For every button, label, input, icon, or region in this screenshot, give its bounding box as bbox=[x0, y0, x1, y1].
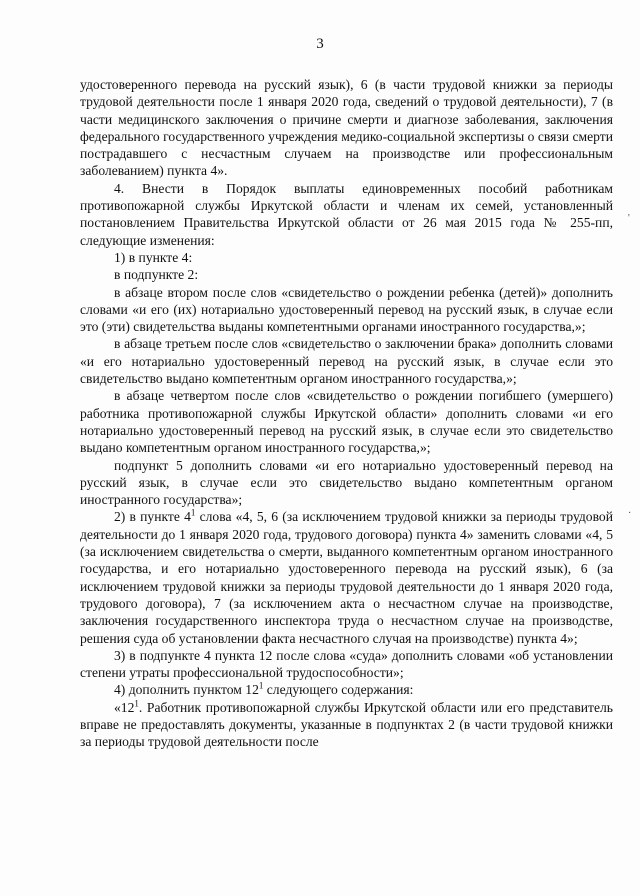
paragraph-8 bbox=[80, 508, 613, 646]
paragraph-text: в подпункте 2: bbox=[114, 267, 199, 283]
paragraph-1 bbox=[80, 180, 613, 249]
paragraph-7 bbox=[80, 457, 613, 509]
paragraph-0 bbox=[80, 76, 613, 180]
paragraph-text: . Работник противопожарной службы Иркутской области или его представитель вправе не предоставлять документы, указанные в подпунктах 2 (в части трудовой книжки за периоды трудовой деятельности после bbox=[80, 699, 613, 750]
paragraph-text: удостоверенного перевода на русский язык), 6 (в части трудовой книжки за периоды трудовой деятельности после 1 января 2020 года, сведений о трудовой деятельности), 7 (в части медицинского заключения о причине смерти и диагнозе заболевания, заключения федерального государственного учреждения медико-социальной экспертизы о связи смерти пострадавшего с несчастным случаем на производстве или профессиональным заболеванием) пункта 4». bbox=[80, 77, 613, 179]
superscript: 1 bbox=[190, 507, 196, 518]
paragraph-text: 4) дополнить пунктом 12 bbox=[114, 682, 259, 698]
paragraph-text: 2) в пункте 4 bbox=[114, 509, 191, 525]
paragraph-text: в абзаце четвертом после слов «свидетельство о рождении погибшего (умершего) работника противопожарной службы Иркутской области» дополнить словами «и его нотариально удостоверенный перевод на русский язык, в случае если это свидетельство выдано компетентным органом иностранного государства,»; bbox=[80, 388, 613, 456]
paragraph-9 bbox=[80, 647, 613, 682]
paragraph-text: «12 bbox=[114, 699, 135, 715]
superscript: 1 bbox=[134, 698, 139, 709]
paragraph-text: в абзаце третьем после слов «свидетельство о заключении брака» дополнить словами «и его нотариально удостоверенный перевод на русский язык, в случае если это свидетельство выдано компетентным органом иностранного государства,»; bbox=[80, 336, 613, 387]
paragraph-text: 1) в пункте 4: bbox=[114, 249, 193, 265]
paragraph-text: слова «4, 5, 6 (за исключением трудовой книжки за периоды трудовой деятельности до 1 января 2020 года, трудового договора) пункта 4» заменить словами «4, 5 (за исключением свидетельства о смерти, выданного компетентным органом иностранного государства, и его нотариально удостоверенного перевода на русский язык), 6 (за исключением трудовой книжки за периоды трудовой деятельности до 1 января 2020 года, трудового договора), 7 (за исключением акта о несчастном случае на производстве, заключения государственного инспектора труда о несчастном случае на производстве, решения суда об установлении факта несчастного случая на производстве) пункта 4»; bbox=[80, 509, 613, 646]
paragraph-text: 4. Внести в Порядок выплаты единовременных пособий работникам противопожарной службы Иркутской области и членам их семей, установленный постановлением Правительства Иркутской области от 26 мая 2015 года № 255-пп, следующие изменения: bbox=[80, 180, 613, 248]
paragraph-6 bbox=[80, 387, 613, 456]
margin-mark: ' bbox=[628, 213, 630, 224]
paragraph-text: следующего содержания: bbox=[263, 682, 414, 698]
paragraph-10 bbox=[80, 681, 613, 698]
document-body bbox=[80, 76, 613, 751]
paragraph-text: 3) в подпункте 4 пункта 12 после слова «суда» дополнить словами «об установлении степени утраты профессиональной трудоспособности»; bbox=[80, 647, 613, 681]
margin-mark: · bbox=[628, 508, 632, 519]
paragraph-3 bbox=[80, 266, 613, 283]
superscript: 1 bbox=[258, 680, 264, 691]
paragraph-11 bbox=[80, 699, 613, 751]
paragraph-text: подпункт 5 дополнить словами «и его нотариально удостоверенный перевод на русский язык, в случае если это свидетельство выдано компетентным органом иностранного государства»; bbox=[80, 457, 613, 508]
page-number: 3 bbox=[316, 36, 324, 52]
paragraph-5 bbox=[80, 335, 613, 387]
paragraph-text: в абзаце втором после слов «свидетельство о рождении ребенка (детей)» дополнить словами «и его (их) нотариально удостоверенный перевод на русский язык, в случае если это (эти) свидетельства выданы компетентными органами иностранного государства,»; bbox=[80, 284, 613, 335]
paragraph-4 bbox=[80, 284, 613, 336]
paragraph-2 bbox=[80, 249, 613, 266]
